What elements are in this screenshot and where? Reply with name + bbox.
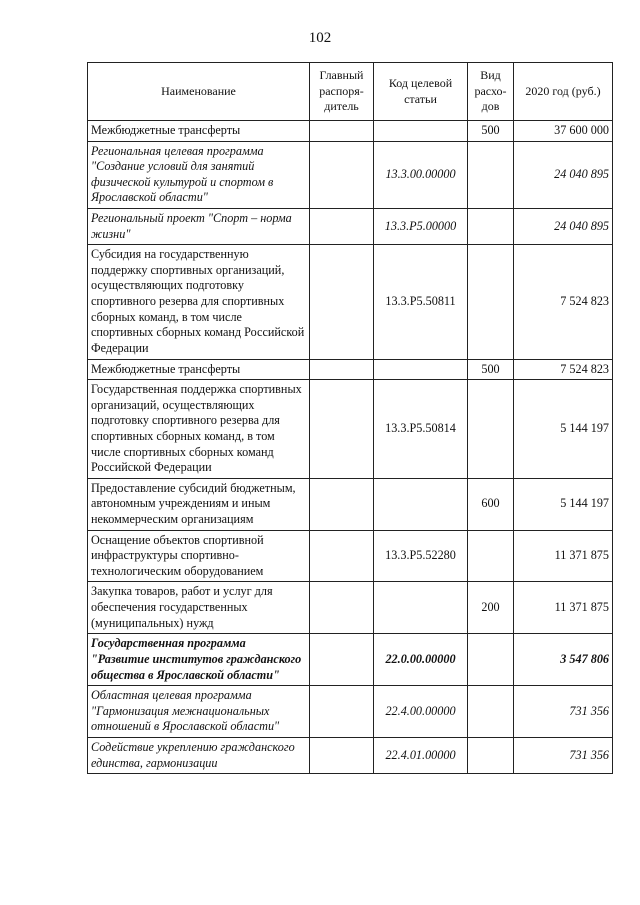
table-row	[88, 359, 613, 380]
row-name-cell: Областная целевая программа "Гармонизация межнациональных отношений в Ярославской области"	[88, 686, 310, 738]
row-amount-cell: 731 356	[514, 686, 613, 738]
row-manager-cell	[310, 478, 374, 530]
row-amount-cell: 5 144 197	[514, 380, 613, 479]
row-amount-cell: 24 040 895	[514, 209, 613, 245]
row-name-cell: Закупка товаров, работ и услуг для обеспечения государственных (муниципальных) нужд	[88, 582, 310, 634]
table-row	[88, 478, 613, 530]
table-row	[88, 737, 613, 773]
row-amount-cell: 24 040 895	[514, 141, 613, 208]
row-name-cell: Содействие укреплению гражданского единства, гармонизации	[88, 737, 310, 773]
row-name-cell: Оснащение объектов спортивной инфраструктуры спортивно-технологическим оборудованием	[88, 530, 310, 582]
row-manager-cell	[310, 141, 374, 208]
table-row	[88, 530, 613, 582]
row-target-code-cell: 13.3.P5.50814	[374, 380, 468, 479]
header-amount: 2020 год (руб.)	[514, 63, 613, 121]
table-header-row	[88, 63, 613, 121]
row-expense-type-cell: 200	[468, 582, 514, 634]
row-amount-cell: 37 600 000	[514, 121, 613, 142]
table-row	[88, 141, 613, 208]
row-expense-type-cell	[468, 245, 514, 359]
row-target-code-cell: 13.3.P5.00000	[374, 209, 468, 245]
row-expense-type-cell	[468, 380, 514, 479]
header-manager: Главный распоря-дитель	[310, 63, 374, 121]
row-amount-cell: 11 371 875	[514, 530, 613, 582]
row-manager-cell	[310, 359, 374, 380]
table-row	[88, 686, 613, 738]
row-amount-cell: 11 371 875	[514, 582, 613, 634]
table-row	[88, 634, 613, 686]
row-expense-type-cell: 500	[468, 359, 514, 380]
row-target-code-cell	[374, 582, 468, 634]
page-number: 102	[308, 30, 332, 46]
row-target-code-cell: 22.0.00.00000	[374, 634, 468, 686]
row-name-cell: Государственная поддержка спортивных организаций, осуществляющих подготовку спортивного резерва для спортивных сборных команд, в том числе спортивных сборных команд Российской Федерации	[88, 380, 310, 479]
row-expense-type-cell: 500	[468, 121, 514, 142]
row-expense-type-cell: 600	[468, 478, 514, 530]
row-manager-cell	[310, 530, 374, 582]
row-target-code-cell: 22.4.01.00000	[374, 737, 468, 773]
row-target-code-cell	[374, 478, 468, 530]
row-manager-cell	[310, 380, 374, 479]
row-target-code-cell: 13.3.00.00000	[374, 141, 468, 208]
row-expense-type-cell	[468, 737, 514, 773]
row-target-code-cell: 13.3.P5.52280	[374, 530, 468, 582]
row-manager-cell	[310, 209, 374, 245]
row-amount-cell: 5 144 197	[514, 478, 613, 530]
row-target-code-cell: 22.4.00.00000	[374, 686, 468, 738]
row-manager-cell	[310, 737, 374, 773]
row-manager-cell	[310, 245, 374, 359]
header-target-code: Код целевой статьи	[374, 63, 468, 121]
header-expense-type: Вид расхо-дов	[468, 63, 514, 121]
row-expense-type-cell	[468, 141, 514, 208]
table-row	[88, 121, 613, 142]
row-expense-type-cell	[468, 634, 514, 686]
table-row	[88, 245, 613, 359]
row-expense-type-cell	[468, 686, 514, 738]
row-amount-cell: 7 524 823	[514, 359, 613, 380]
row-name-cell: Государственная программа "Развитие институтов гражданского общества в Ярославской области"	[88, 634, 310, 686]
budget-table	[87, 62, 613, 774]
row-target-code-cell	[374, 121, 468, 142]
row-manager-cell	[310, 121, 374, 142]
row-name-cell: Предоставление субсидий бюджетным, автономным учреждениям и иным некоммерческим организациям	[88, 478, 310, 530]
header-name: Наименование	[88, 63, 310, 121]
row-name-cell: Субсидия на государственную поддержку спортивных организаций, осуществляющих подготовку спортивного резерва для спортивных сборных команд, в том числе спортивных сборных команд Российской Федерации	[88, 245, 310, 359]
row-name-cell: Региональная целевая программа "Создание условий для занятий физической культурой и спортом в Ярославской области"	[88, 141, 310, 208]
row-name-cell: Региональный проект "Спорт – норма жизни"	[88, 209, 310, 245]
row-expense-type-cell	[468, 209, 514, 245]
row-amount-cell: 731 356	[514, 737, 613, 773]
row-manager-cell	[310, 582, 374, 634]
table-row	[88, 380, 613, 479]
row-manager-cell	[310, 634, 374, 686]
row-expense-type-cell	[468, 530, 514, 582]
table-row	[88, 582, 613, 634]
row-target-code-cell	[374, 359, 468, 380]
row-target-code-cell: 13.3.P5.50811	[374, 245, 468, 359]
row-name-cell: Межбюджетные трансферты	[88, 121, 310, 142]
row-amount-cell: 3 547 806	[514, 634, 613, 686]
table-row	[88, 209, 613, 245]
table-body	[88, 121, 613, 774]
row-amount-cell: 7 524 823	[514, 245, 613, 359]
row-manager-cell	[310, 686, 374, 738]
row-name-cell: Межбюджетные трансферты	[88, 359, 310, 380]
